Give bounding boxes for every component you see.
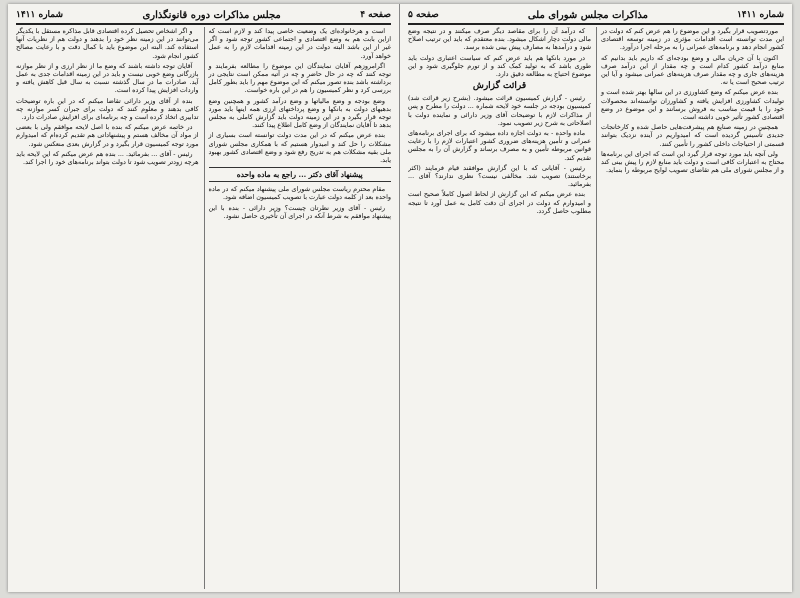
column-fade xyxy=(16,583,199,589)
page-title: مذاکرات مجلس شورای ملی xyxy=(527,9,648,21)
paragraph: است و هرخانواده‌ای یک وضعیت خاصی پیدا کند و لازم است که ازاین بابت هم به وضع اقتصادی و اجتماعی کشور توجه شود و اگر غیر از این باشد البته دولت در این زمینه اقدامات لازم را به عمل خواهد آورد. xyxy=(208,27,391,60)
paragraph: رئیس - گزارش کمیسیون قرائت میشود. (بشرح زیر قرائت شد) کمیسیون بودجه در جلسه خود لایحه شماره ... دولت را مطرح و پس از مذاکرات لازم با توضیحات آقای وزیر دارائی و نماینده دولت با اصلاحاتی به شرح زیر تصویب نمود. xyxy=(408,94,591,127)
paragraph: بنده عرض میکنم که در این مدت دولت توانسته است بسیاری از مشکلات را حل کند و امیدوار هستیم که با همکاری مجلس شورای ملی بقیه مشکلات هم به تدریج رفع شود و وضع اقتصادی کشور بهبود یابد. xyxy=(208,131,391,165)
paragraph: وضع بودجه و وضع مالیاتها و وضع درآمد کشور و همچنین وضع بدهیهای دولت به بانکها و وضع پرداختهای ارزی همه اینها باید مورد توجه قرار بگیرد و در این زمینه دولت باید گزارش کاملی به مجلس بدهد تا آقایان نمایندگان از وضع کامل اطلاع پیدا کنند. xyxy=(208,96,391,130)
section-heading: قرائت گزارش xyxy=(472,81,527,92)
page-number: صفحه ۴ xyxy=(360,10,391,20)
text-column-left xyxy=(16,27,199,589)
newspaper-spread xyxy=(8,4,792,592)
issue-number: شماره ۱۴۱۱ xyxy=(736,10,784,20)
paragraph: در خاتمه عرض میکنم که بنده با اصل لایحه موافقم ولی با بعضی از مواد آن مخالف هستم و پیشنهاداتی هم تقدیم کرده‌ام که امیدوارم مورد توجه کمیسیون قرار بگیرد و در گزارش بعدی منعکس شود. xyxy=(16,123,199,148)
paragraph: ماده واحده - به دولت اجازه داده میشود که برای اجرای برنامه‌های عمرانی و تأمین هزینه‌های ضروری کشور اعتبارات لازم را با رعایت قوانین مربوطه تأمین و به مصرف برساند و گزارش آن را به مجلس تقدیم کند. xyxy=(408,129,591,162)
left-page-columns xyxy=(16,27,391,589)
paragraph: بنده عرض میکنم که وضع کشاورزی در این سالها بهتر شده است و تولیدات کشاورزی افزایش یافته و کشاورزان توانسته‌اند محصولات خود را با قیمت مناسب به فروش برسانند و این موضوع در وضع اقتصادی کشور تأثیر خوبی داشته است. xyxy=(601,88,784,122)
paragraph: بنده عرض میکنم که این گزارش از لحاظ اصول کاملاً صحیح است و امیدوارم که دولت در اجرای آن دقت کامل به عمل آورد تا نتیجه مطلوب حاصل گردد. xyxy=(408,190,591,215)
issue-number: شماره ۱۴۱۱ xyxy=(16,10,64,20)
page-title: مجلس مذاکرات دوره قانونگذاری xyxy=(142,9,281,21)
paragraph: که درآمد آن را برای مقاصد دیگر صرف میکنند و در نتیجه وضع مالی دولت دچار اشکال میشود. بنده معتقدم که باید این ترتیب اصلاح شود و درآمدها به مصارف پیش بینی شده برسد. xyxy=(408,27,591,52)
text-column-right xyxy=(204,27,392,589)
paragraph: اکنون با آن جریان مالی و وضع بودجه‌ای که داریم باید بدانیم که منابع درآمد کشور کدام است و چه مقدار از این درآمد صرف هزینه‌های جاری و چه مقدار صرف هزینه‌های عمرانی میشود و آیا این ترتیب صحیح است یا نه. xyxy=(601,53,784,87)
right-page-header xyxy=(408,7,784,25)
left-page xyxy=(8,4,400,592)
text-column-left xyxy=(408,27,591,589)
column-fade xyxy=(408,583,591,589)
column-fade xyxy=(205,583,392,589)
paragraph: و اگر اشخاص تحصیل کرده اقتصادی قابل مذاکره مستقل با یکدیگر می‌توانند در این زمینه نظر خود را بدهند و دولت هم از نظریات آنها استفاده کند. البته این موضوع باید با کمال دقت و با رعایت مصالح کشور انجام شود. xyxy=(16,27,199,60)
left-page-header xyxy=(16,7,391,25)
paragraph: رئیس - آقای وزیر نظرتان چیست؟ وزیر دارائی - بنده با این پیشنهاد موافقم به شرط آنکه در اجرای آن تأخیری حاصل نشود. xyxy=(208,203,391,220)
paragraph: ولی آنچه باید مورد توجه قرار گیرد این است که اجرای این برنامه‌ها محتاج به اعتبارات کافی است و دولت باید منابع لازم را پیش بینی کند و از مجلس شورای ملی هم تقاضای تصویب لوایح مربوطه را بنماید. xyxy=(601,149,784,175)
paragraph: همچنین در زمینه صنایع هم پیشرفت‌هایی حاصل شده و کارخانجات جدیدی تأسیس گردیده است که امیدواریم در آینده نزدیک بتوانند قسمتی از احتیاجات داخلی کشور را تأمین کنند. xyxy=(601,123,784,148)
text-column-right xyxy=(596,27,784,589)
right-page-columns xyxy=(408,27,784,589)
paragraph: مقام محترم ریاست مجلس شورای ملی پیشنهاد میکنم که در ماده واحده بعد از کلمه دولت عبارت با تصویب کمیسیون اضافه شود. xyxy=(208,185,391,202)
section-box-heading: پیشنهاد آقای دکتر ... راجع به ماده واحده xyxy=(209,167,392,182)
paragraph: آقایان توجه داشته باشند که وضع ما از نظر ارزی و از نظر موازنه بازرگانی وضع خوبی نیست و باید در این زمینه اقدامات جدی به عمل آید. صادرات ما در سال گذشته نسبت به سال قبل کاهش یافته و واردات افزایش پیدا کرده است. xyxy=(16,61,199,95)
paragraph: اگرامروزهم آقایان نمایندگان این موضوع را مطالعه بفرمایند و توجه کنند که چه در حال حاضر و چه در آتیه ممکن است نتایجی در برداشته باشد بنده تصور میکنم که این موضوع مهم را باید بطور کامل بررسی کرد و نظر کمیسیون را هم در این باره خواست. xyxy=(208,61,391,95)
page-number: صفحه ۵ xyxy=(408,10,439,20)
paragraph: موردتصویب قرار بگیرد و این موضوع را هم عرض کنم که دولت در این مدت توانسته است اقدامات مؤثری در زمینه توسعه اقتصادی کشور انجام دهد و برنامه‌های عمرانی را به مرحله اجرا درآورد. xyxy=(601,27,784,52)
paragraph: بنده از آقای وزیر دارائی تقاضا میکنم که در این باره توضیحات کافی بدهند و معلوم کنند که دولت برای جبران کسر موازنه چه تدابیری اتخاذ کرده است و چه برنامه‌ای برای افزایش صادرات دارد. xyxy=(16,96,199,122)
paragraph: رئیس - آقای ... بفرمائید. ... بنده هم عرض میکنم که این لایحه باید هرچه زودتر تصویب شود تا دولت بتواند برنامه‌های خود را اجرا کند. xyxy=(16,149,199,167)
column-fade xyxy=(597,583,784,589)
paragraph: رئیس - آقایانی که با این گزارش موافقند قیام فرمایند (اکثر برخاستند) تصویب شد. مخالفی نیست؟ نظری ندارند؟ آقای ... بفرمائید. xyxy=(408,163,591,189)
right-page xyxy=(400,4,792,592)
paragraph: در مورد بانکها هم باید عرض کنم که سیاست اعتباری دولت باید طوری باشد که به تولید کمک کند و از تورم جلوگیری شود و این موضوع احتیاج به مطالعه دقیق دارد. xyxy=(408,53,591,79)
